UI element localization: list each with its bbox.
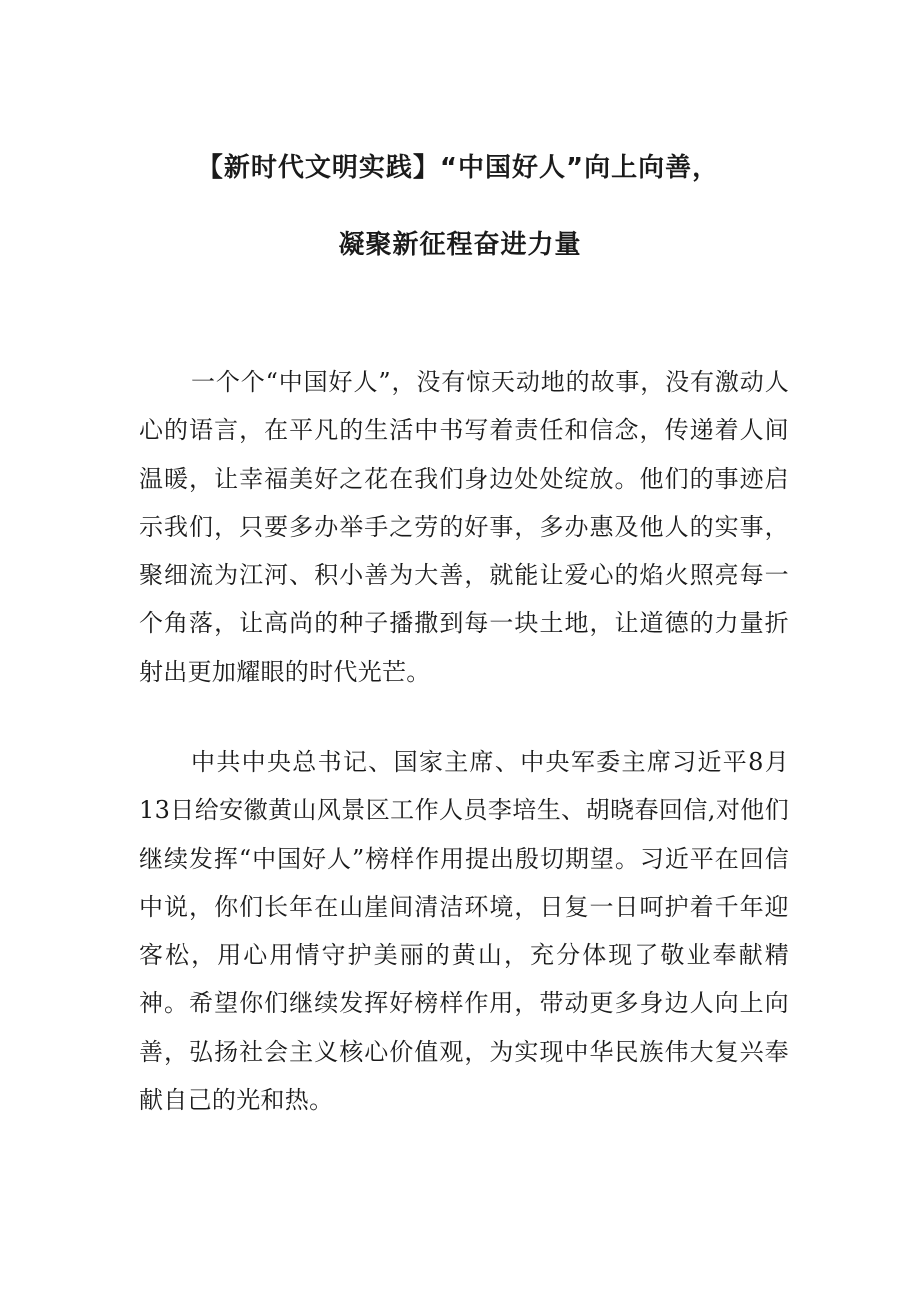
body-paragraph-2: 中共中央总书记、国家主席、中央军委主席习近平8月13日给安徽黄山风景区工作人员李培生、胡晓春回信,对他们继续发挥“中国好人”榜样作用提出殷切期望。习近平在回信中说，你们长年在山崖间清洁环境，日复一日呵护着千年迎客松，用心用情守护美丽的黄山，充分体现了敬业奉献精神。希望你们继续发挥好榜样作用，带动更多身边人向上向善，弘扬社会主义核心价值观，为实现中华民族伟大复兴奉献自己的光和热。 <box>139 748 789 1115</box>
title-line-1: 【新时代文明实践】“中国好人”向上向善， <box>196 153 720 183</box>
title-line-2: 凝聚新征程奋进力量 <box>338 230 582 260</box>
body-paragraph-1: 一个个“中国好人”，没有惊天动地的故事，没有激动人心的语言，在平凡的生活中书写着责任和信念，传递着人间温暖，让幸福美好之花在我们身边处处绽放。他们的事迹启示我们，只要多办举手之劳的好事，多办惠及他人的实事，聚细流为江河、积小善为大善，就能让爱心的焰火照亮每一个角落，让高尚的种子播撒到每一块土地，让道德的力量折射出更加耀眼的时代光芒。 <box>139 368 789 686</box>
document-title <box>0 152 920 261</box>
